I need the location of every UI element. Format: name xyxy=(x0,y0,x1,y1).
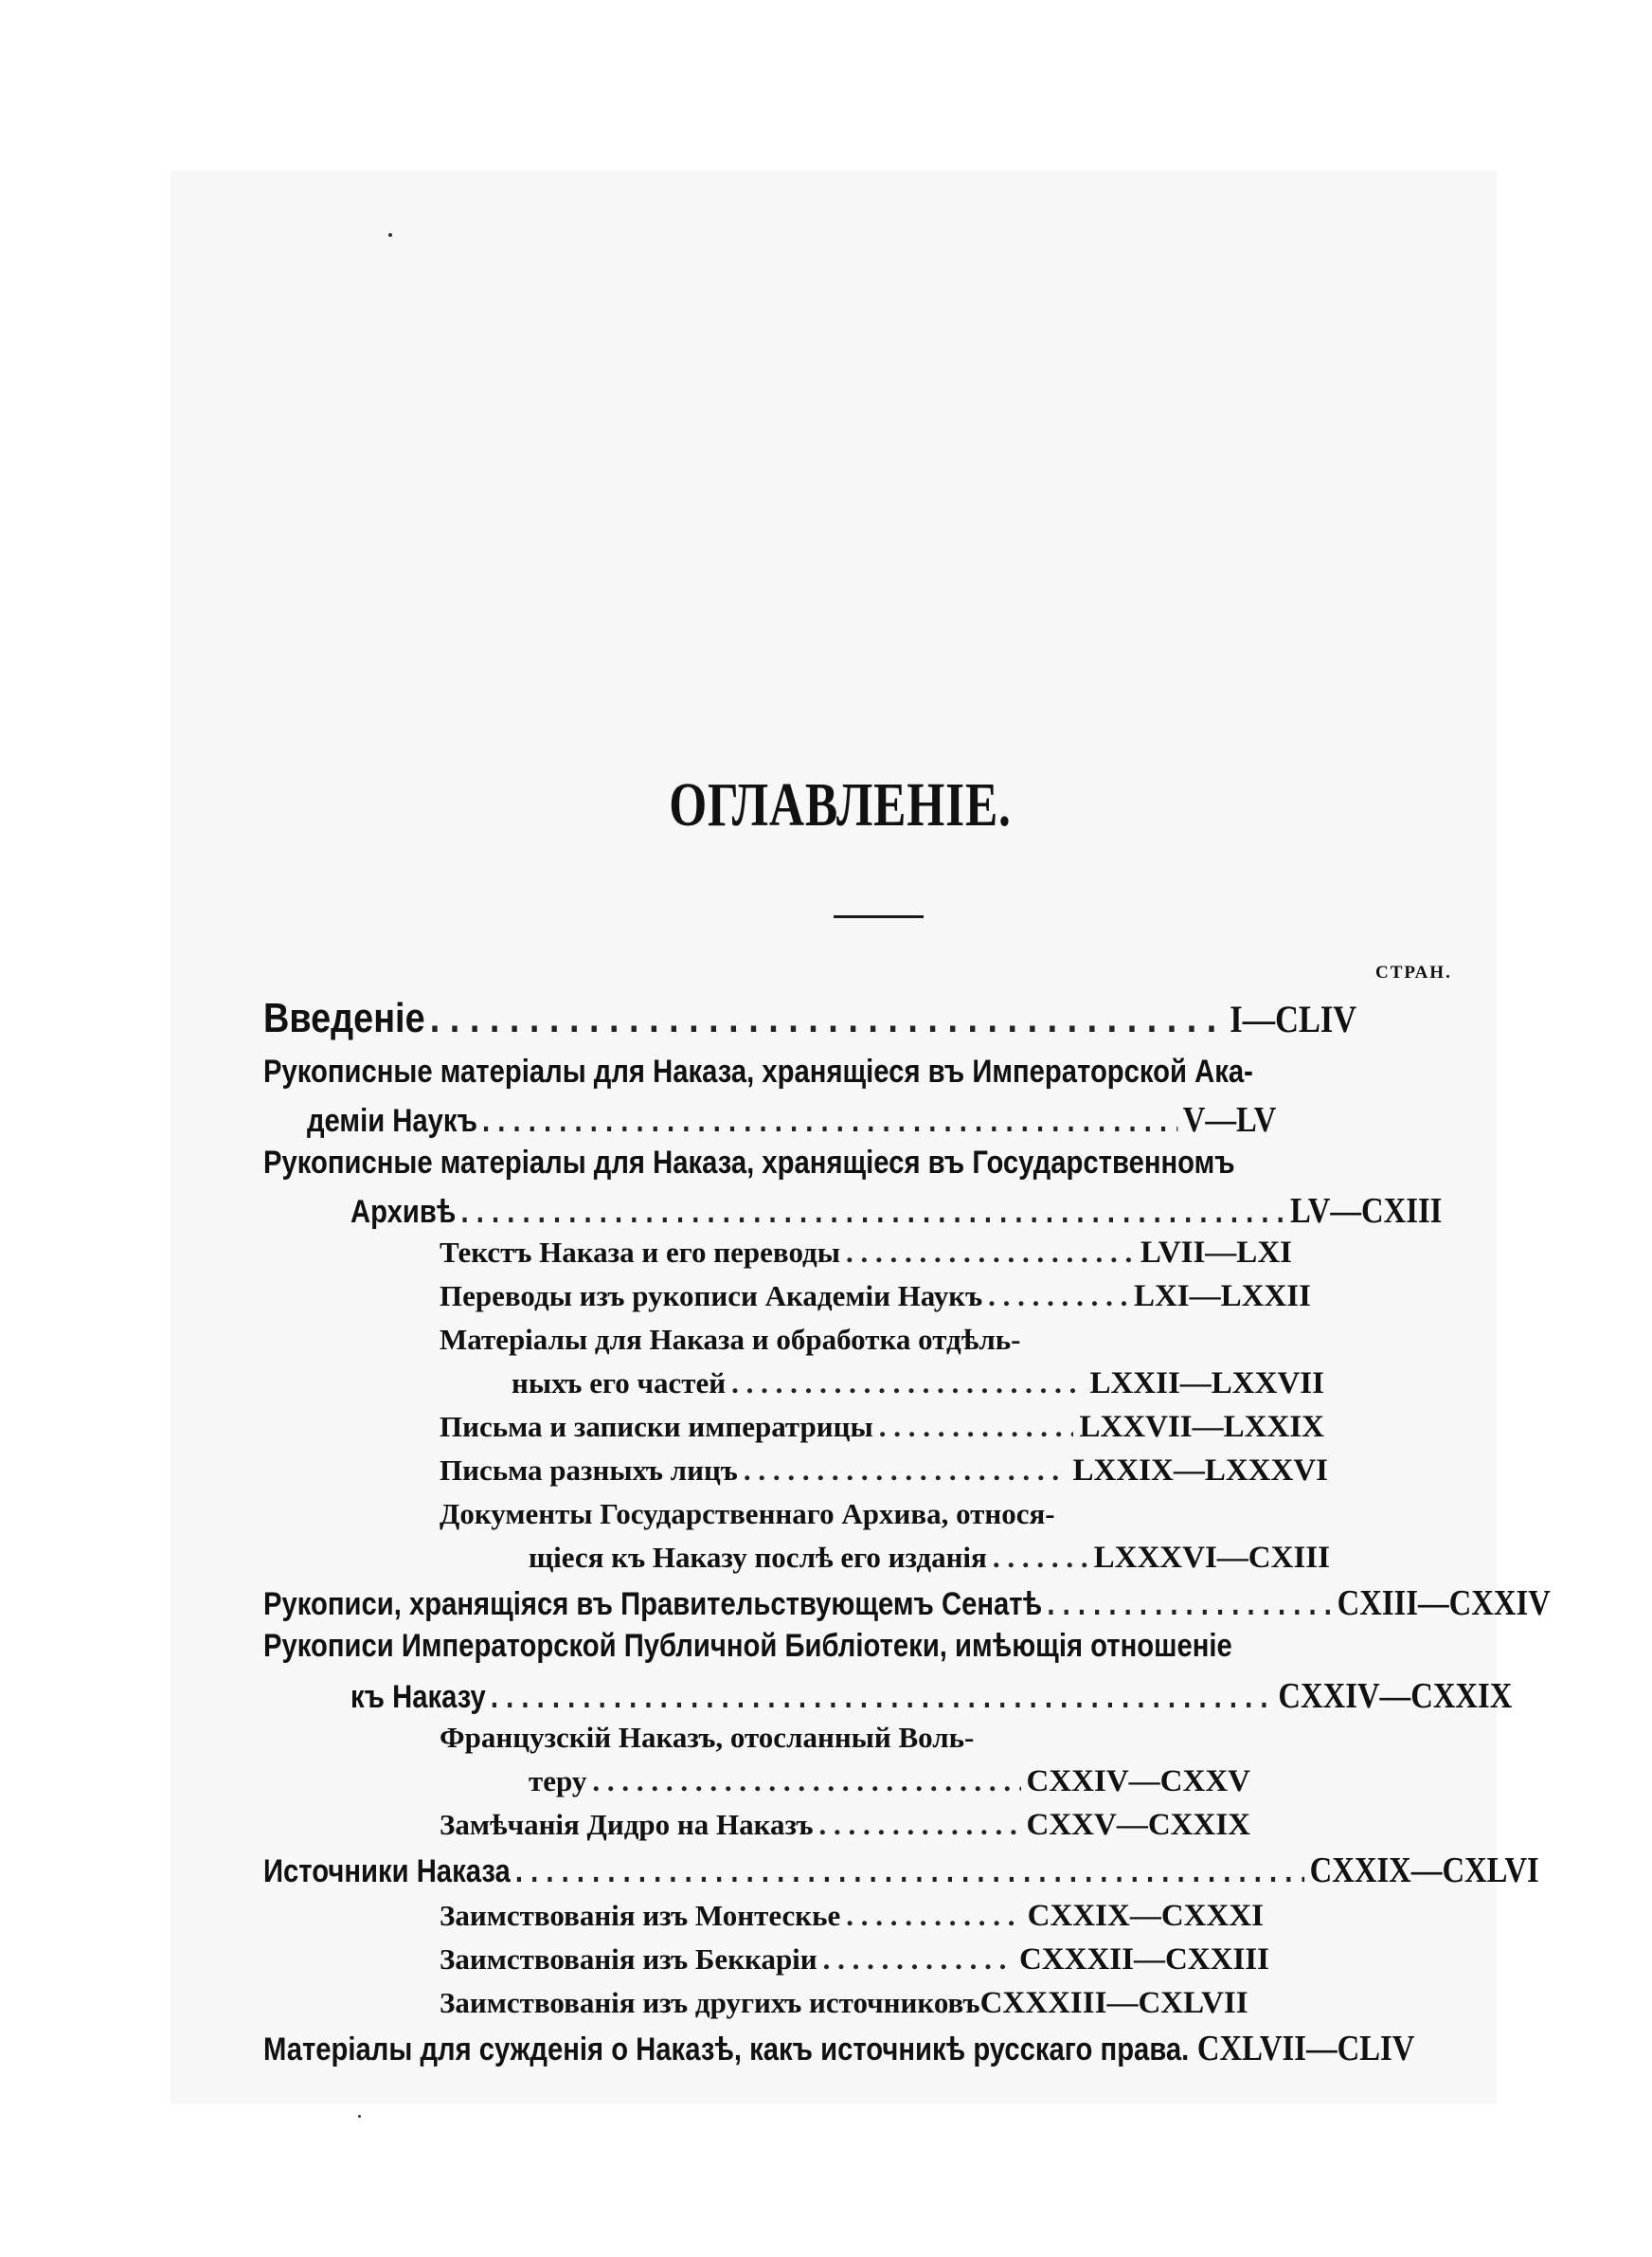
toc-entry-pages: CXXXII—CXXIII xyxy=(1018,1942,1269,1977)
toc-entry[interactable] xyxy=(263,995,1356,1042)
toc-entry-pages: V—LV xyxy=(1182,1100,1277,1140)
toc-entry-title: Матеріалы для сужденія о Наказѣ, какъ источникѣ русскаго права. xyxy=(263,2031,1190,2067)
toc-entry-pages: LV—CXIII xyxy=(1289,1191,1443,1231)
page-title: ОГЛАВЛЕНІЕ. xyxy=(669,770,1012,840)
dot-leader xyxy=(744,1454,1068,1488)
dot-leader xyxy=(879,1410,1074,1444)
toc-subentry[interactable] xyxy=(440,1454,1328,1489)
ink-speck xyxy=(358,2115,361,2118)
dot-leader xyxy=(823,1942,1014,1977)
toc-entry-pages: LXXXVI—CXIII xyxy=(1093,1541,1330,1575)
toc-entry-pages: CXXIV—CXXV xyxy=(1026,1764,1250,1798)
toc-entry-title: Письма разныхъ лицъ xyxy=(440,1454,738,1487)
dot-leader xyxy=(819,1808,1021,1842)
toc-entry-title: щіеся къ Наказу послѣ его изданія xyxy=(529,1541,987,1574)
toc-subentry[interactable] xyxy=(440,1410,1324,1445)
toc-subentry[interactable] xyxy=(440,1942,1269,1977)
dot-leader xyxy=(1047,1586,1332,1623)
toc-entry-title: Введеніе xyxy=(263,995,425,1041)
toc-entry[interactable] xyxy=(263,2028,1565,2069)
dot-leader xyxy=(430,995,1225,1042)
toc-entry-title: Письма и записки императрицы xyxy=(440,1410,873,1443)
toc-entry-title-line: Документы Государственнаго Архива, относя- xyxy=(440,1497,1055,1530)
toc-entry-title-line: Рукописные матеріалы для Наказа, хранящіеся въ Государственномъ xyxy=(263,1145,1235,1181)
ink-speck xyxy=(388,233,392,237)
title-rule xyxy=(834,915,924,918)
dot-leader xyxy=(846,1236,1135,1270)
toc-entry-title: къ Наказу xyxy=(350,1679,486,1715)
toc-entry[interactable] xyxy=(307,1099,1276,1141)
toc-subentry[interactable] xyxy=(512,1366,1324,1401)
toc-entry-pages: LVII—LXI xyxy=(1140,1236,1292,1270)
toc-entry-pages: LXI—LXXII xyxy=(1133,1279,1311,1313)
toc-entry-pages: LXXII—LXXVII xyxy=(1089,1366,1324,1400)
toc-entry-title: ныхъ его частей xyxy=(512,1366,727,1399)
dot-leader xyxy=(846,1899,1021,1933)
toc-subentry[interactable] xyxy=(440,1279,1311,1314)
toc-entry-title: Заимствованія изъ Беккаріи xyxy=(440,1942,817,1976)
dot-leader xyxy=(515,1853,1305,1890)
toc-entry-title: Текстъ Наказа и его переводы xyxy=(440,1236,840,1269)
toc-entry-pages: CXXIV—CXXIX xyxy=(1278,1676,1513,1716)
dot-leader xyxy=(461,1194,1285,1231)
toc-entry-title: Замѣчанія Дидро на Наказъ xyxy=(440,1808,814,1841)
toc-subentry[interactable] xyxy=(440,1236,1292,1271)
toc-entry-title-line: Матеріалы для Наказа и обработка отдѣль- xyxy=(440,1323,1021,1356)
toc-entry-title: Переводы изъ рукописи Академіи Наукъ xyxy=(440,1279,983,1312)
toc-entry[interactable] xyxy=(350,1190,1442,1232)
dot-leader xyxy=(988,1279,1128,1313)
dot-leader xyxy=(491,1679,1273,1716)
toc-subentry[interactable] xyxy=(440,1808,1250,1843)
toc-subentry[interactable] xyxy=(529,1764,1250,1799)
toc-entry[interactable] xyxy=(350,1675,1512,1717)
toc-subentry[interactable] xyxy=(529,1541,1330,1576)
toc-entry-title-line: Рукописные матеріалы для Наказа, хранящіеся въ Императорской Ака- xyxy=(263,1054,1253,1090)
toc-entry-title-line: Французскій Наказъ, отосланный Воль- xyxy=(440,1721,975,1754)
toc-entry-pages: CXXXIII—CXLVII xyxy=(979,1986,1248,2020)
toc-entry-pages: I—CLIV xyxy=(1230,998,1357,1040)
toc-entry-pages: CXIII—CXXIV xyxy=(1337,1583,1551,1623)
toc-entry[interactable] xyxy=(263,1850,1539,1891)
dot-leader xyxy=(993,1541,1088,1575)
toc-entry-pages: CXLVII—CLIV xyxy=(1196,2029,1415,2068)
toc-entry-title: Рукописи, хранящіяся въ Правительствующемъ Сенатѣ xyxy=(263,1586,1043,1622)
dot-leader xyxy=(731,1366,1084,1400)
dot-leader xyxy=(592,1764,1020,1798)
toc-entry-title: Заимствованія изъ Монтескье xyxy=(440,1899,841,1932)
toc-entry-pages: LXXVII—LXXIX xyxy=(1079,1410,1324,1444)
toc-entry[interactable] xyxy=(263,1582,1551,1624)
dot-leader xyxy=(482,1103,1178,1140)
toc-entry-title: Источники Наказа xyxy=(263,1853,511,1889)
toc-entry-pages: CXXIX—CXXXI xyxy=(1027,1899,1264,1933)
toc-entry-pages: CXXV—CXXIX xyxy=(1026,1808,1250,1842)
toc-entry-title-line: Рукописи Императорской Публичной Библіотеки, имѣющія отношеніе xyxy=(263,1628,1232,1664)
toc-entry-title: теру xyxy=(529,1764,587,1797)
toc-entry-pages: CXXIX—CXLVI xyxy=(1309,1851,1539,1890)
toc-subentry[interactable] xyxy=(440,1986,1284,2021)
toc-entry-title: Заимствованія изъ другихъ источниковъ xyxy=(440,1986,980,2019)
pages-column-header: СТРАН. xyxy=(1375,963,1452,983)
toc-entry-pages: LXXIX—LXXXVI xyxy=(1072,1454,1328,1488)
toc-entry-title: деміи Наукъ xyxy=(307,1103,477,1139)
toc-entry-title: Архивѣ xyxy=(350,1194,457,1230)
toc-subentry[interactable] xyxy=(440,1899,1264,1934)
